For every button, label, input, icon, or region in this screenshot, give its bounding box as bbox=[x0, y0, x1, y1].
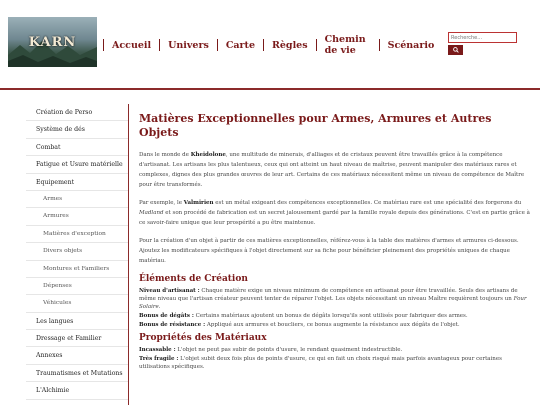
sidebar-subitem-armes[interactable]: Armes bbox=[26, 191, 128, 208]
sidebar-item-equipement[interactable]: Equipement bbox=[26, 174, 128, 191]
main-nav bbox=[103, 30, 442, 60]
nav-carte[interactable]: Carte bbox=[225, 39, 255, 51]
sidebar-subitem-depenses[interactable]: Dépenses bbox=[26, 278, 128, 295]
sidebar-item-fatigue[interactable]: Fatigue et Usure matérielle bbox=[26, 156, 128, 173]
page-title: Matières Exceptionnelles pour Armes, Armures et Autres Objets bbox=[139, 112, 492, 139]
sidebar-item-systeme-de-des[interactable]: Système de dés bbox=[26, 121, 128, 138]
nav-chemin-de-vie[interactable]: Chemin de vie bbox=[324, 34, 366, 56]
sidebar-subitem-vehicules[interactable]: Véhicules bbox=[26, 295, 128, 312]
sidebar-item-dressage[interactable]: Dressage et Familier bbox=[26, 330, 128, 347]
section-heading-creation: Éléments de Création bbox=[139, 274, 248, 284]
main-content bbox=[139, 112, 531, 405]
term-madland: Madland bbox=[139, 210, 164, 216]
header-divider bbox=[0, 88, 540, 90]
creation-list bbox=[139, 287, 531, 329]
sidebar-subitem-matieres[interactable]: Matières d'exception bbox=[26, 226, 128, 243]
term-kheidolone: Kheidolone bbox=[190, 152, 226, 158]
search-form bbox=[448, 32, 517, 55]
nav-univers[interactable]: Univers bbox=[168, 39, 209, 51]
sidebar-item-combat[interactable]: Combat bbox=[26, 139, 128, 156]
search-icon bbox=[453, 47, 459, 53]
sidebar-item-annexes[interactable]: Annexes bbox=[26, 347, 128, 364]
sidebar-nav bbox=[26, 104, 129, 405]
list-item: • Incassable : L'objet ne peut pas subir de points d'usure, le rendant quasiment indestructible. bbox=[139, 346, 531, 354]
intro-paragraph: Dans le monde de Kheidolone, une multitude de minerais, d'alliages et de cristaux peuvent être travaillés grâce à la compétence d'artisanat. Les artisans les plus talentueux, ceux qui ont atteint un haut niveau de maîtrise, peuvent manipuler des matériaux rares et complexes, dignes des plus grandes œuvres de leur art. Certains de ces matériaux nécessitent même un niveau de compétence de Maître pour être transformés. bbox=[139, 152, 525, 188]
nav-scenario[interactable]: Scénario bbox=[387, 39, 435, 51]
site-header bbox=[0, 0, 540, 68]
term-valmirien: Valmirien bbox=[183, 200, 214, 206]
properties-list bbox=[139, 346, 531, 371]
usage-paragraph: Pour la création d'un objet à partir de ces matières exceptionnelles, référez-vous à la table des matières d'armes et armures ci-dessous. Ajoutez les modificateurs spécifiques à l'objet directement sur sa fiche pour bénéficier pleinement des propriétés uniques de chaque matériau. bbox=[139, 238, 519, 264]
sidebar-item-alchimie[interactable]: L'Alchimie bbox=[26, 382, 128, 399]
section-heading-proprietes: Propriétés des Matériaux bbox=[139, 333, 267, 343]
sidebar-subitem-armures[interactable]: Armures bbox=[26, 208, 128, 225]
search-input[interactable] bbox=[448, 32, 517, 43]
logo-text: KARN bbox=[28, 35, 77, 50]
sidebar-item-creation-de-perso[interactable]: Création de Perso bbox=[26, 104, 128, 121]
site-logo[interactable] bbox=[8, 17, 97, 67]
example-paragraph: Par exemple, le Valmirien est un métal exigeant des compétences exceptionnelles. Ce matériau rare est une spécialité des forgerons du Madland et son procédé de fabrication est un secret jalousement gardé par la famille royale depuis des générations. C'est en partie grâce à ce savoir-faire unique que leur prospérité a pu être maintenue. bbox=[139, 200, 530, 226]
nav-regles[interactable]: Règles bbox=[271, 39, 308, 51]
list-item: • Très fragile : L'objet subit deux fois plus de points d'usure, ce qui en fait un choix risqué mais parfois avantageux pour certaines utilisations spécifiques. bbox=[139, 355, 531, 371]
nav-accueil[interactable]: Accueil bbox=[112, 39, 152, 51]
sidebar-item-langues[interactable]: Les langues bbox=[26, 313, 128, 330]
list-item: • Niveau d'artisanat : Chaque matière exige un niveau minimum de compétence en artisanat pour être travaillée. Seuls des artisans de même niveau que l'artisan créateur peuvent tenter de réparer l'objet. Les objets nécessitant un niveau Maître requièrent toujours un Four Solaire. bbox=[139, 287, 531, 311]
list-item: • Bonus de résistance : Appliqué aux armures et boucliers, ce bonus augmente la résistance aux dégâts de l'objet. bbox=[139, 321, 531, 329]
sidebar-subitem-divers-objets[interactable]: Divers objets bbox=[26, 243, 128, 260]
sidebar-subitem-montures[interactable]: Montures et Familiers bbox=[26, 261, 128, 278]
list-item: • Bonus de dégâts : Certains matériaux ajoutent un bonus de dégâts lorsqu'ils sont utilisés pour fabriquer des armes. bbox=[139, 312, 531, 320]
search-button[interactable] bbox=[448, 45, 463, 55]
sidebar-item-traumatismes[interactable]: Traumatismes et Mutations bbox=[26, 365, 128, 382]
